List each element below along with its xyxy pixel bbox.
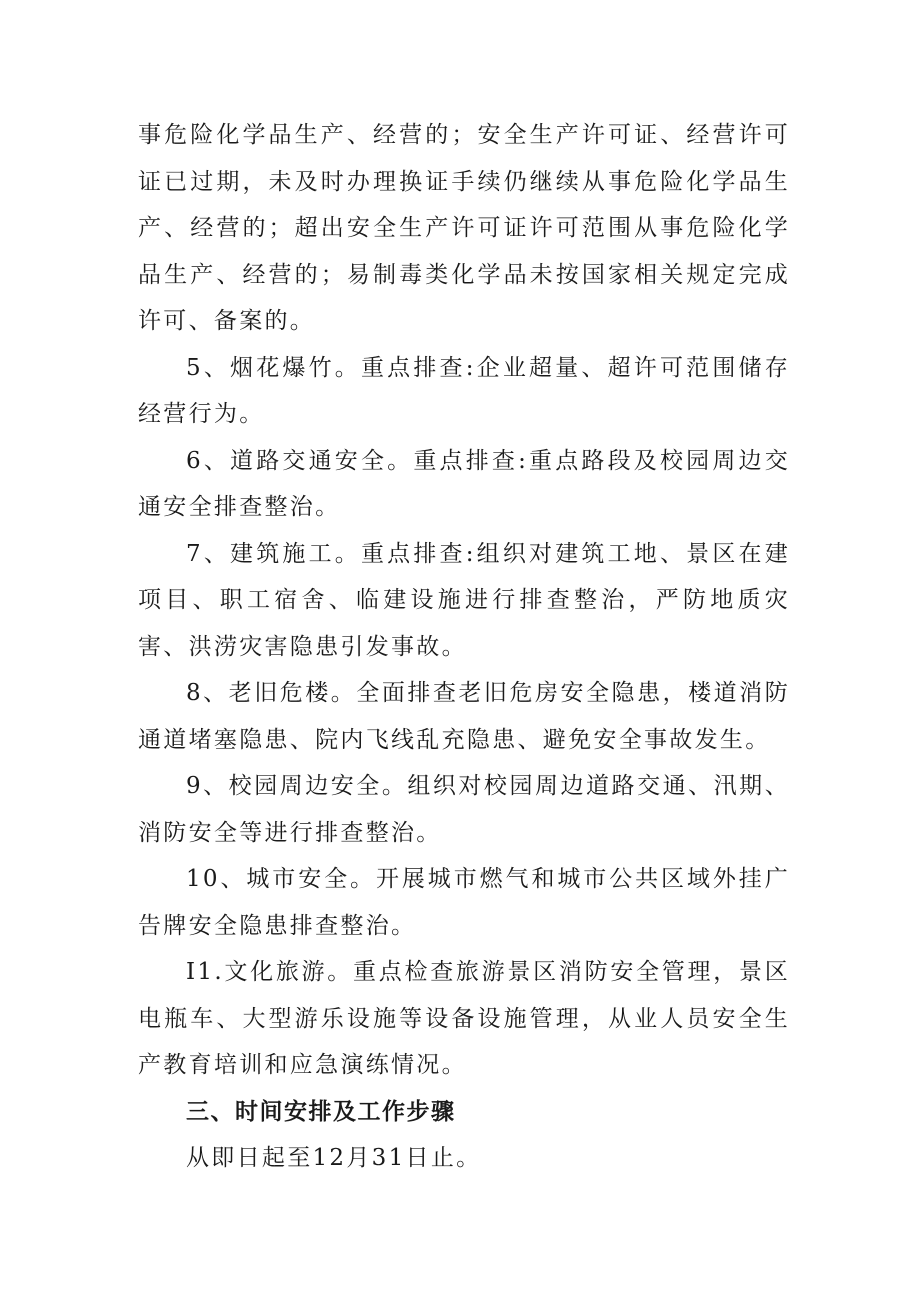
paragraph-road-traffic-safety: 6、道路交通安全。重点排查:重点路段及校园周边交通安全排查整治。 (138, 447, 790, 520)
paragraph-urban-safety: 10、城市安全。开展城市燃气和城市公共区域外挂广告牌安全隐患排查整治。 (138, 866, 790, 939)
section-heading-schedule: 三、时间安排及工作步骤 (186, 1098, 456, 1125)
paragraph-schedule: 从即日起至12月31日止。 (186, 1145, 482, 1171)
paragraph-culture-tourism: I1.文化旅游。重点检查旅游景区消防安全管理，景区电瓶车、大型游乐设施等设备设施管理，从业人员安全生产教育培训和应急演练情况。 (138, 959, 790, 1078)
paragraph-hazardous-chemicals-continued: 事危险化学品生产、经营的；安全生产许可证、经营许可证已过期，未及时办理换证手续仍继续从事危险化学品生产、经营的；超出安全生产许可证许可范围从事危险化学品生产、经营的；易制毒类化学品未按国家相关规定完成许可、备案的。 (138, 122, 790, 334)
document-body (138, 112, 790, 1182)
paragraph-fireworks: 5、烟花爆竹。重点排查:企业超量、超许可范围储存经营行为。 (138, 354, 790, 427)
paragraph-campus-surroundings-safety: 9、校园周边安全。组织对校园周边道路交通、汛期、消防安全等进行排查整治。 (138, 773, 790, 846)
paragraph-old-dangerous-buildings: 8、老旧危楼。全面排查老旧危房安全隐患，楼道消防通道堵塞隐患、院内飞线乱充隐患、避免安全事故发生。 (138, 680, 790, 753)
paragraph-building-construction: 7、建筑施工。重点排查:组织对建筑工地、景区在建项目、职工宿舍、临建设施进行排查整治，严防地质灾害、洪涝灾害隐患引发事故。 (138, 540, 790, 660)
